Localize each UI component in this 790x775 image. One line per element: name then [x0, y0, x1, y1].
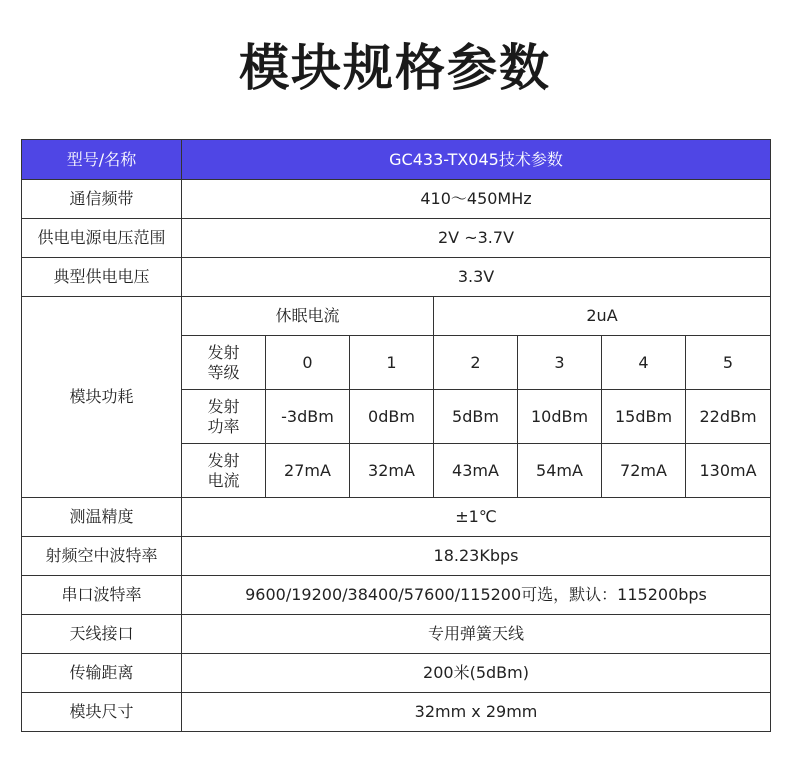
- table-row: [22, 693, 771, 732]
- table-row: [22, 258, 771, 297]
- row-label: 通信频带: [22, 180, 182, 219]
- row-value: 18.23Kbps: [182, 537, 771, 576]
- tx-current-value: 32mA: [350, 444, 434, 498]
- tx-level-value: 4: [602, 336, 686, 390]
- row-label: 串口波特率: [22, 576, 182, 615]
- tx-current-value: 27mA: [266, 444, 350, 498]
- row-label: 典型供电电压: [22, 258, 182, 297]
- tx-power-value: 10dBm: [518, 390, 602, 444]
- tx-level-value: 3: [518, 336, 602, 390]
- row-value: 3.3V: [182, 258, 771, 297]
- page-title: 模块规格参数: [239, 39, 551, 97]
- tx-current-value: 43mA: [434, 444, 518, 498]
- table-row: [22, 537, 771, 576]
- tx-power-value: -3dBm: [266, 390, 350, 444]
- table-row: [22, 180, 771, 219]
- row-label: 传输距离: [22, 654, 182, 693]
- row-value: 专用弹簧天线: [182, 615, 771, 654]
- row-value: ±1℃: [182, 498, 771, 537]
- tx-current-value: 130mA: [686, 444, 771, 498]
- table-row: [22, 219, 771, 258]
- sleep-current-value: 2uA: [434, 297, 771, 336]
- table-row: [22, 654, 771, 693]
- row-label: 测温精度: [22, 498, 182, 537]
- row-value: 2V ~3.7V: [182, 219, 771, 258]
- tx-power-value: 22dBm: [686, 390, 771, 444]
- tx-level-value: 0: [266, 336, 350, 390]
- tx-level-value: 5: [686, 336, 771, 390]
- tx-power-label: 发射功率: [182, 390, 266, 444]
- power-label: 模块功耗: [22, 297, 182, 498]
- tx-level-value: 1: [350, 336, 434, 390]
- power-sleep-row: [22, 297, 771, 336]
- table-row: [22, 615, 771, 654]
- tx-level-label: 发射等级: [182, 336, 266, 390]
- tx-power-value: 5dBm: [434, 390, 518, 444]
- row-value: 410～450MHz: [182, 180, 771, 219]
- row-label: 天线接口: [22, 615, 182, 654]
- row-label: 射频空中波特率: [22, 537, 182, 576]
- row-label: 供电电源电压范围: [22, 219, 182, 258]
- tx-current-value: 54mA: [518, 444, 602, 498]
- tx-current-label: 发射电流: [182, 444, 266, 498]
- spec-table: [21, 139, 771, 732]
- table-header-row: [22, 140, 771, 180]
- header-value: GC433-TX045技术参数: [182, 140, 771, 180]
- table-row: [22, 498, 771, 537]
- sleep-current-label: 休眠电流: [182, 297, 434, 336]
- tx-power-value: 15dBm: [602, 390, 686, 444]
- table-row: [22, 576, 771, 615]
- header-label: 型号/名称: [22, 140, 182, 180]
- row-value: 9600/19200/38400/57600/115200可选，默认：115200bps: [182, 576, 771, 615]
- tx-level-value: 2: [434, 336, 518, 390]
- tx-power-value: 0dBm: [350, 390, 434, 444]
- row-value: 32mm x 29mm: [182, 693, 771, 732]
- row-label: 模块尺寸: [22, 693, 182, 732]
- row-value: 200米(5dBm): [182, 654, 771, 693]
- tx-current-value: 72mA: [602, 444, 686, 498]
